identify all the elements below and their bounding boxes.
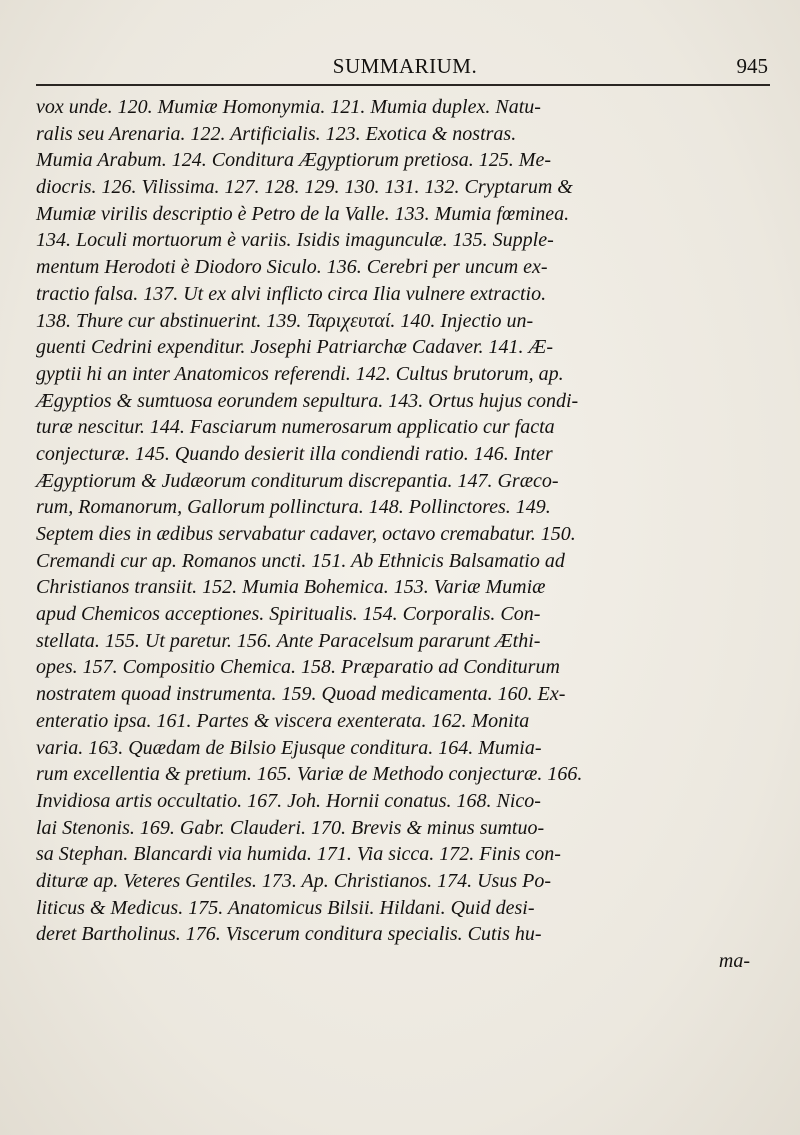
catchword: ma-	[718, 950, 750, 972]
text-line: Mumiæ virilis descriptio è Petro de la Valle. 133. Mumia fœminea.	[36, 202, 570, 225]
text-line: Christianos transiit. 152. Mumia Bohemica. 153. Variæ Mumiæ	[36, 576, 546, 599]
text-line: enteratio ipsa. 161. Partes & viscera exenterata. 162. Monita	[36, 709, 530, 732]
text-line: Ægyptiorum & Judæorum conditurum discrepantia. 147. Græco-	[36, 469, 559, 492]
summary-text	[36, 94, 750, 975]
text-line: vox unde. 120. Mumiæ Homonymia. 121. Mumia duplex. Natu-	[36, 96, 541, 118]
text-line: stellata. 155. Ut paretur. 156. Ante Paracelsum pararunt Æthi-	[36, 629, 541, 652]
text-line: Ægyptios & sumtuosa eorundem sepultura. 143. Ortus hujus condi-	[36, 389, 579, 412]
text-line: guenti Cedrini expenditur. Josephi Patriarchæ Cadaver. 141. Æ-	[36, 336, 553, 359]
text-line: mentum Herodoti è Diodoro Siculo. 136. Cerebri per uncum ex-	[36, 256, 548, 279]
text-line: dituræ ap. Veteres Gentiles. 173. Ap. Christianos. 174. Usus Po-	[36, 869, 551, 892]
page-number: 945	[736, 54, 768, 78]
text-line: Cremandi cur ap. Romanos uncti. 151. Ab Ethnicis Balsamatio ad	[36, 549, 565, 572]
text-line: turæ nescitur. 144. Fasciarum numerosarum applicatio cur facta	[36, 416, 555, 439]
text-line: rum, Romanorum, Gallorum pollinctura. 148. Pollinctores. 149.	[36, 496, 551, 519]
header-rule	[36, 84, 770, 86]
text-line: 134. Loculi mortuorum è variis. Isidis imagunculæ. 135. Supple-	[36, 229, 554, 252]
text-line: conjecturæ. 145. Quando desierit illa condiendi ratio. 146. Inter	[36, 442, 553, 465]
text-line: apud Chemicos acceptiones. Spiritualis. 154. Corporalis. Con-	[36, 603, 541, 626]
text-line: nostratem quoad instrumenta. 159. Quoad medicamenta. 160. Ex-	[36, 683, 566, 706]
text-line: Invidiosa artis occultatio. 167. Joh. Hornii conatus. 168. Nico-	[36, 789, 541, 812]
text-line: Mumia Arabum. 124. Conditura Ægyptiorum pretiosa. 125. Me-	[36, 149, 551, 172]
text-line: deret Bartholinus. 176. Viscerum conditura specialis. Cutis hu-	[36, 923, 542, 946]
text-line: tractio falsa. 137. Ut ex alvi inflicto circa Ilia vulnere extractio.	[36, 282, 547, 305]
text-line: opes. 157. Compositio Chemica. 158. Præparatio ad Conditurum	[36, 656, 560, 679]
text-line: ralis seu Arenaria. 122. Artificialis. 123. Exotica & nostras.	[36, 122, 517, 145]
text-line: varia. 163. Quædam de Bilsio Ejusque conditura. 164. Mumia-	[36, 736, 542, 759]
text-line: gyptii hi an inter Anatomicos referendi. 142. Cultus brutorum, ap.	[36, 362, 564, 385]
text-line: 138. Thure cur abstinuerint. 139. Ταριχευταί. 140. Injectio un-	[36, 309, 534, 332]
text-line: diocris. 126. Vilissima. 127. 128. 129. 130. 131. 132. Cryptarum &	[36, 176, 573, 199]
text-line: lai Stenonis. 169. Gabr. Clauderi. 170. Brevis & minus sumtuo-	[36, 816, 545, 839]
page-header	[32, 50, 778, 84]
text-line: sa Stephan. Blancardi via humida. 171. Via sicca. 172. Finis con-	[36, 843, 561, 866]
running-head: SUMMARIUM.	[332, 54, 478, 78]
text-line: rum excellentia & pretium. 165. Variæ de Methodo conjecturæ. 166.	[36, 763, 583, 786]
text-line: liticus & Medicus. 175. Anatomicus Bilsii. Hildani. Quid desi-	[36, 896, 535, 919]
text-line: Septem dies in ædibus servabatur cadaver, octavo cremabatur. 150.	[36, 523, 576, 545]
